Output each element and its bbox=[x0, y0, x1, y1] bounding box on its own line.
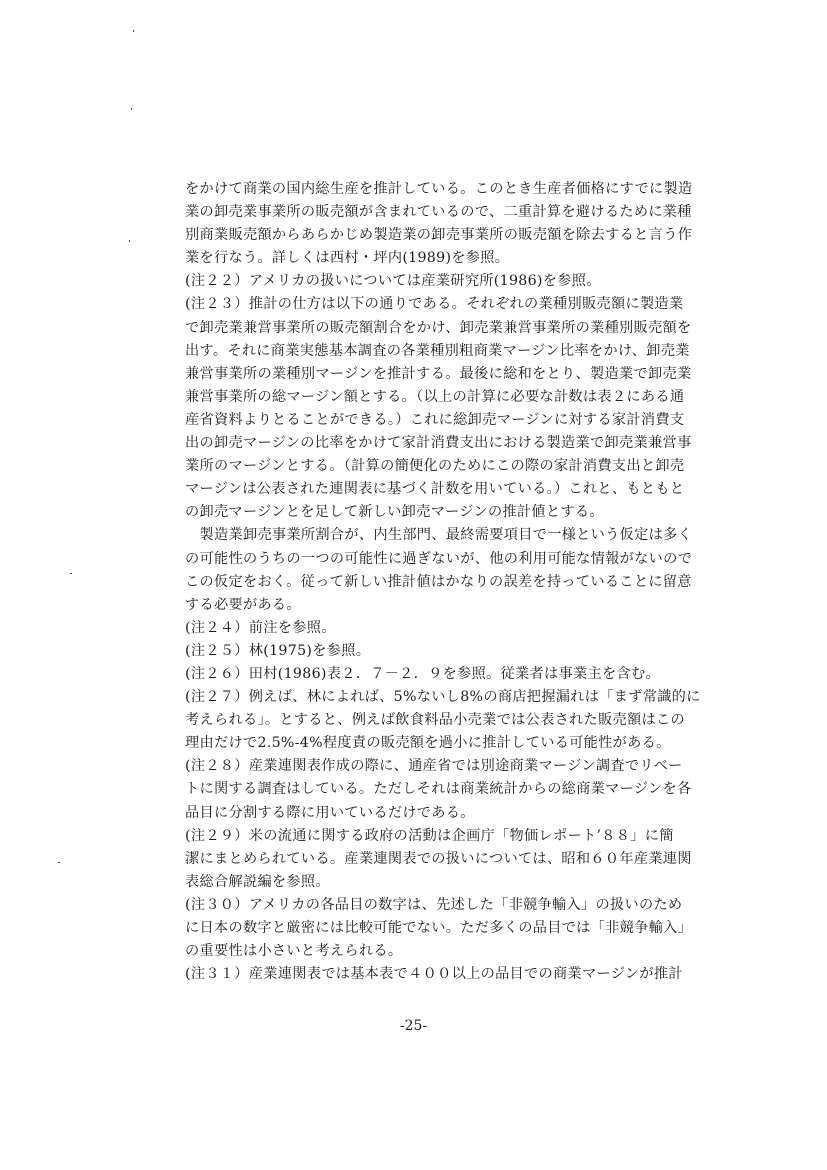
text-line: 業の卸売業事業所の販売額が含まれているので、二重計算を避けるために業種 bbox=[185, 204, 692, 221]
page-number: -25- bbox=[399, 1018, 428, 1034]
text-line: する必要がある。 bbox=[185, 596, 301, 613]
scan-speck bbox=[70, 573, 72, 574]
text-line: に日本の数字と厳密には比較可能でない。ただ多くの品目では「非競争輸入」 bbox=[185, 920, 693, 936]
footnote-28: (注２８）産業連関表作成の際に、通産省では別途商業マージン調査でリベー bbox=[185, 758, 683, 775]
footnote-23: (注２３）推計の仕方は以下の通りである。それぞれの業種別販売額に製造業 bbox=[185, 296, 684, 313]
text-line: 理由だけで2.5%-4%程度責の販売額を過小に推計している可能性がある。 bbox=[185, 735, 671, 752]
text-line: の卸売マージンとを足して新しい卸売マージンの推計値とする。 bbox=[185, 504, 604, 521]
scan-speck bbox=[133, 30, 134, 32]
text-line: 別商業販売額からあらかじめ製造業の卸売事業所の販売額を除去すると言う作 bbox=[185, 227, 693, 244]
text-line: マージンは公表された連関表に基づく計数を用いている。）これと、もともと bbox=[185, 481, 685, 498]
scan-speck bbox=[129, 240, 130, 242]
text-line: 兼営事業所の総マージン額とする。（以上の計算に必要な計数は表２にある通 bbox=[185, 388, 685, 405]
text-line: この仮定をおく。従って新しい推計値はかなりの誤差を持っていることに留意 bbox=[185, 573, 692, 590]
text-line: の重要性は小さいと考えられる。 bbox=[185, 943, 403, 960]
footnote-27: (注２７）例えば、林によれば、5%ないし8%の商店把握漏れは「まず常識的に bbox=[185, 689, 701, 706]
footnote-31: (注３１）産業連関表では基本表で４００以上の品目での商業マージンが推計 bbox=[185, 966, 683, 983]
footnote-26: (注２６）田村(1986)表２．７－２．９を参照。従業者は事業主を含む。 bbox=[185, 665, 660, 682]
text-line: 産省資料よりとることができる。）これに総卸売マージンに対する家計消費支 bbox=[185, 411, 685, 428]
footnote-24: (注２４）前注を参照。 bbox=[185, 619, 336, 636]
footnote-30: (注３０）アメリカの各品目の数字は、先述した「非競争輸入」の扱いのため bbox=[185, 896, 683, 913]
text-line: 潔にまとめられている。産業連関表での扱いについては、昭和６０年産業連関 bbox=[185, 850, 692, 867]
text-line: 出す。それに商業実態基本調査の各業種別粗商業マージン比率をかけ、卸売業 bbox=[185, 342, 690, 359]
text-line: 出の卸売マージンの比率をかけて家計消費支出における製造業で卸売業兼営事 bbox=[185, 435, 692, 452]
text-line: 表総合解説編を参照。 bbox=[185, 873, 330, 890]
document-body bbox=[185, 178, 720, 986]
text-line: 業所のマージンとする。（計算の簡便化のためにこの際の家計消費支出と卸売 bbox=[185, 458, 685, 475]
scan-speck bbox=[131, 108, 132, 110]
footnote-25: (注２５）林(1975)を参照。 bbox=[185, 642, 371, 659]
text-line: で卸売業兼営事業所の販売額割合をかけ、卸売業兼営事業所の業種別販売額を bbox=[185, 319, 692, 336]
text-line: 考えられる」。とすると、例えば飲食料品小売業では公表された販売額はこの bbox=[185, 712, 685, 729]
footnote-22: (注２２）アメリカの扱いについては産業研究所(1986)を参照。 bbox=[185, 273, 601, 290]
text-line: 品目に分割する際に用いているだけである。 bbox=[185, 804, 475, 821]
text-line: 兼営事業所の業種別マージンを推計する。最後に総和をとり、製造業で卸売業 bbox=[185, 365, 692, 382]
text-line: の可能性のうちの一つの可能性に過ぎないが、他の利用可能な情報がないので bbox=[185, 550, 693, 567]
text-line: トに関する調査はしている。ただしそれは商業統計からの総商業マージンを各 bbox=[185, 781, 692, 798]
footnote-29: (注２９）米の流通に関する政府の活動は企画庁「物価レポート’８８」に簡 bbox=[185, 827, 674, 844]
scan-speck bbox=[58, 862, 60, 863]
text-line: 製造業卸売事業所割合が、内生部門、最終需要項目で一様という仮定は多く bbox=[185, 527, 693, 544]
text-line: をかけて商業の国内総生産を推計している。このとき生産者価格にすでに製造 bbox=[185, 181, 693, 197]
text-line: 業を行なう。詳しくは西村・坪内(1989)を参照。 bbox=[185, 250, 510, 267]
